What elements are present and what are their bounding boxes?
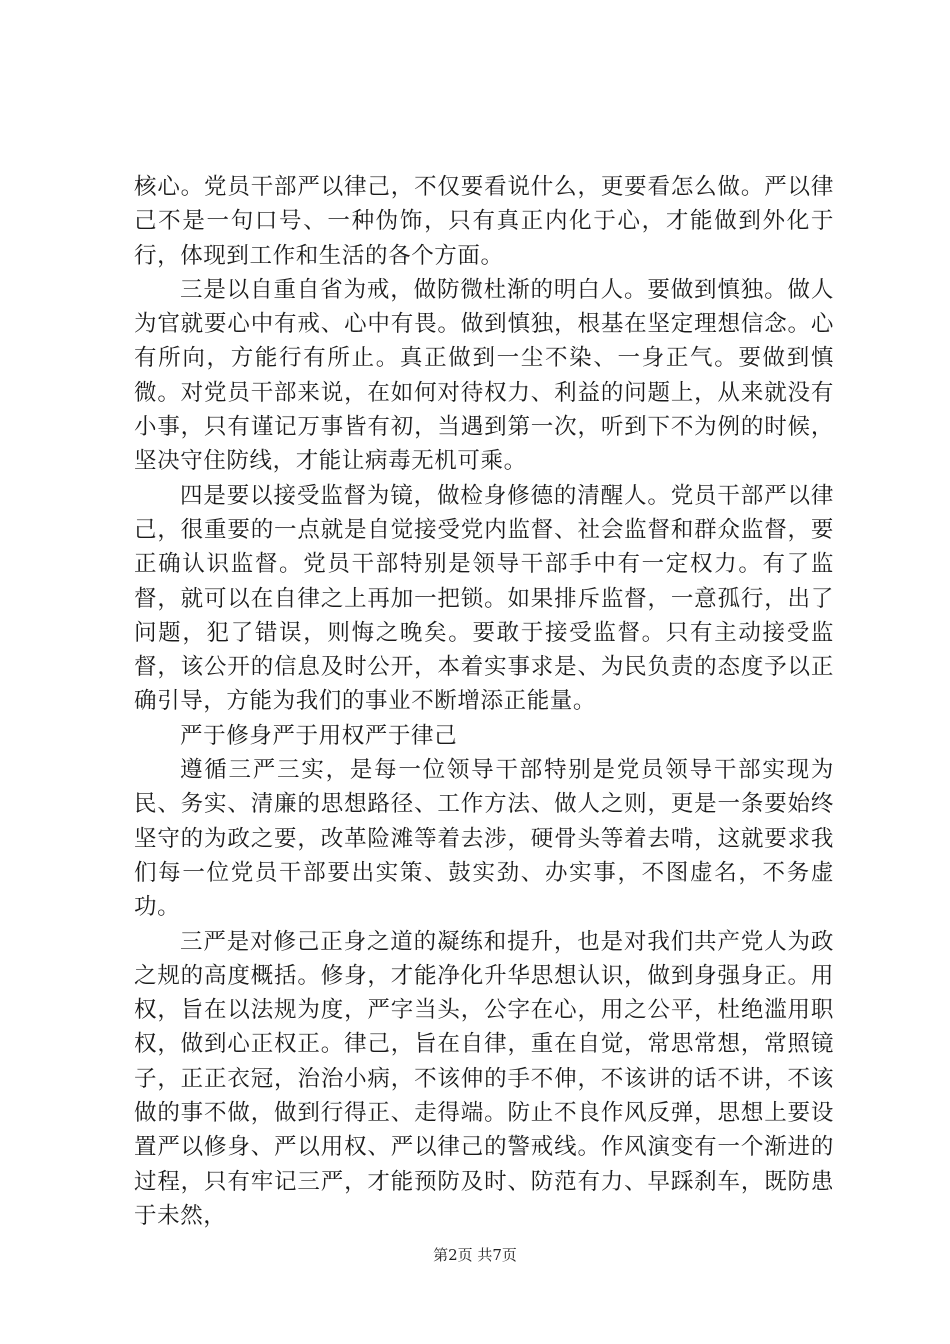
paragraph-three-strict-three-solid: 遵循三严三实，是每一位领导干部特别是党员领导干部实现为民、务实、清廉的思想路径、工作方法、做人之则，更是一条要始终坚守的为政之要，改革险滩等着去涉，硬骨头等着去啃，这就要求我们每一位党员干部要出实策、鼓实劲、办实事，不图虚名，不务虚功。 — [134, 757, 834, 921]
section-heading: 严于修身严于用权严于律己 — [180, 722, 458, 749]
paragraph-point-four: 四是要以接受监督为镜，做检身修德的清醒人。党员干部严以律己，很重要的一点就是自觉接受党内监督、社会监督和群众监督，要正确认识监督。党员干部特别是领导干部手中有一定权力。有了监督，就可以在自律之上再加一把锁。如果排斥监督，一意孤行，出了问题，犯了错误，则悔之晚矣。要敢于接受监督。只有主动接受监督，该公开的信息及时公开，本着实事求是、为民负责的态度予以正确引导，方能为我们的事业不断增添正能量。 — [134, 482, 834, 715]
document-body — [134, 170, 834, 1233]
paragraph-continuation: 核心。党员干部严以律己，不仅要看说什么，更要看怎么做。严以律己不是一句口号、一种伪饰，只有真正内化于心，才能做到外化于行，体现到工作和生活的各个方面。 — [134, 174, 834, 269]
paragraph-point-three: 三是以自重自省为戒，做防微杜渐的明白人。要做到慎独。做人为官就要心中有戒、心中有畏。做到慎独，根基在坚定理想信念。心有所向，方能行有所止。真正做到一尘不染、一身正气。要做到慎微。对党员干部来说，在如何对待权力、利益的问题上，从来就没有小事，只有谨记万事皆有初，当遇到第一次，听到下不为例的时候，坚决守住防线，才能让病毒无机可乘。 — [134, 276, 834, 475]
page-number-footer: 第2页 共7页 — [433, 1246, 517, 1264]
paragraph-three-strict-summary: 三严是对修己正身之道的凝练和提升，也是对我们共产党人为政之规的高度概括。修身，才能净化升华思想认识，做到身强身正。用权，旨在以法规为度，严字当头，公字在心，用之公平，杜绝滥用职权，做到心正权正。律己，旨在自律，重在自觉，常思常想，常照镜子，正正衣冠，治治小病，不该伸的手不伸，不该讲的话不讲，不该做的事不做，做到行得正、走得端。防止不良作风反弹，思想上要设置严以修身、严以用权、严以律己的警戒线。作风演变有一个渐进的过程，只有牢记三严，才能预防及时、防范有力、早踩刹车，既防患于未然， — [134, 928, 834, 1229]
